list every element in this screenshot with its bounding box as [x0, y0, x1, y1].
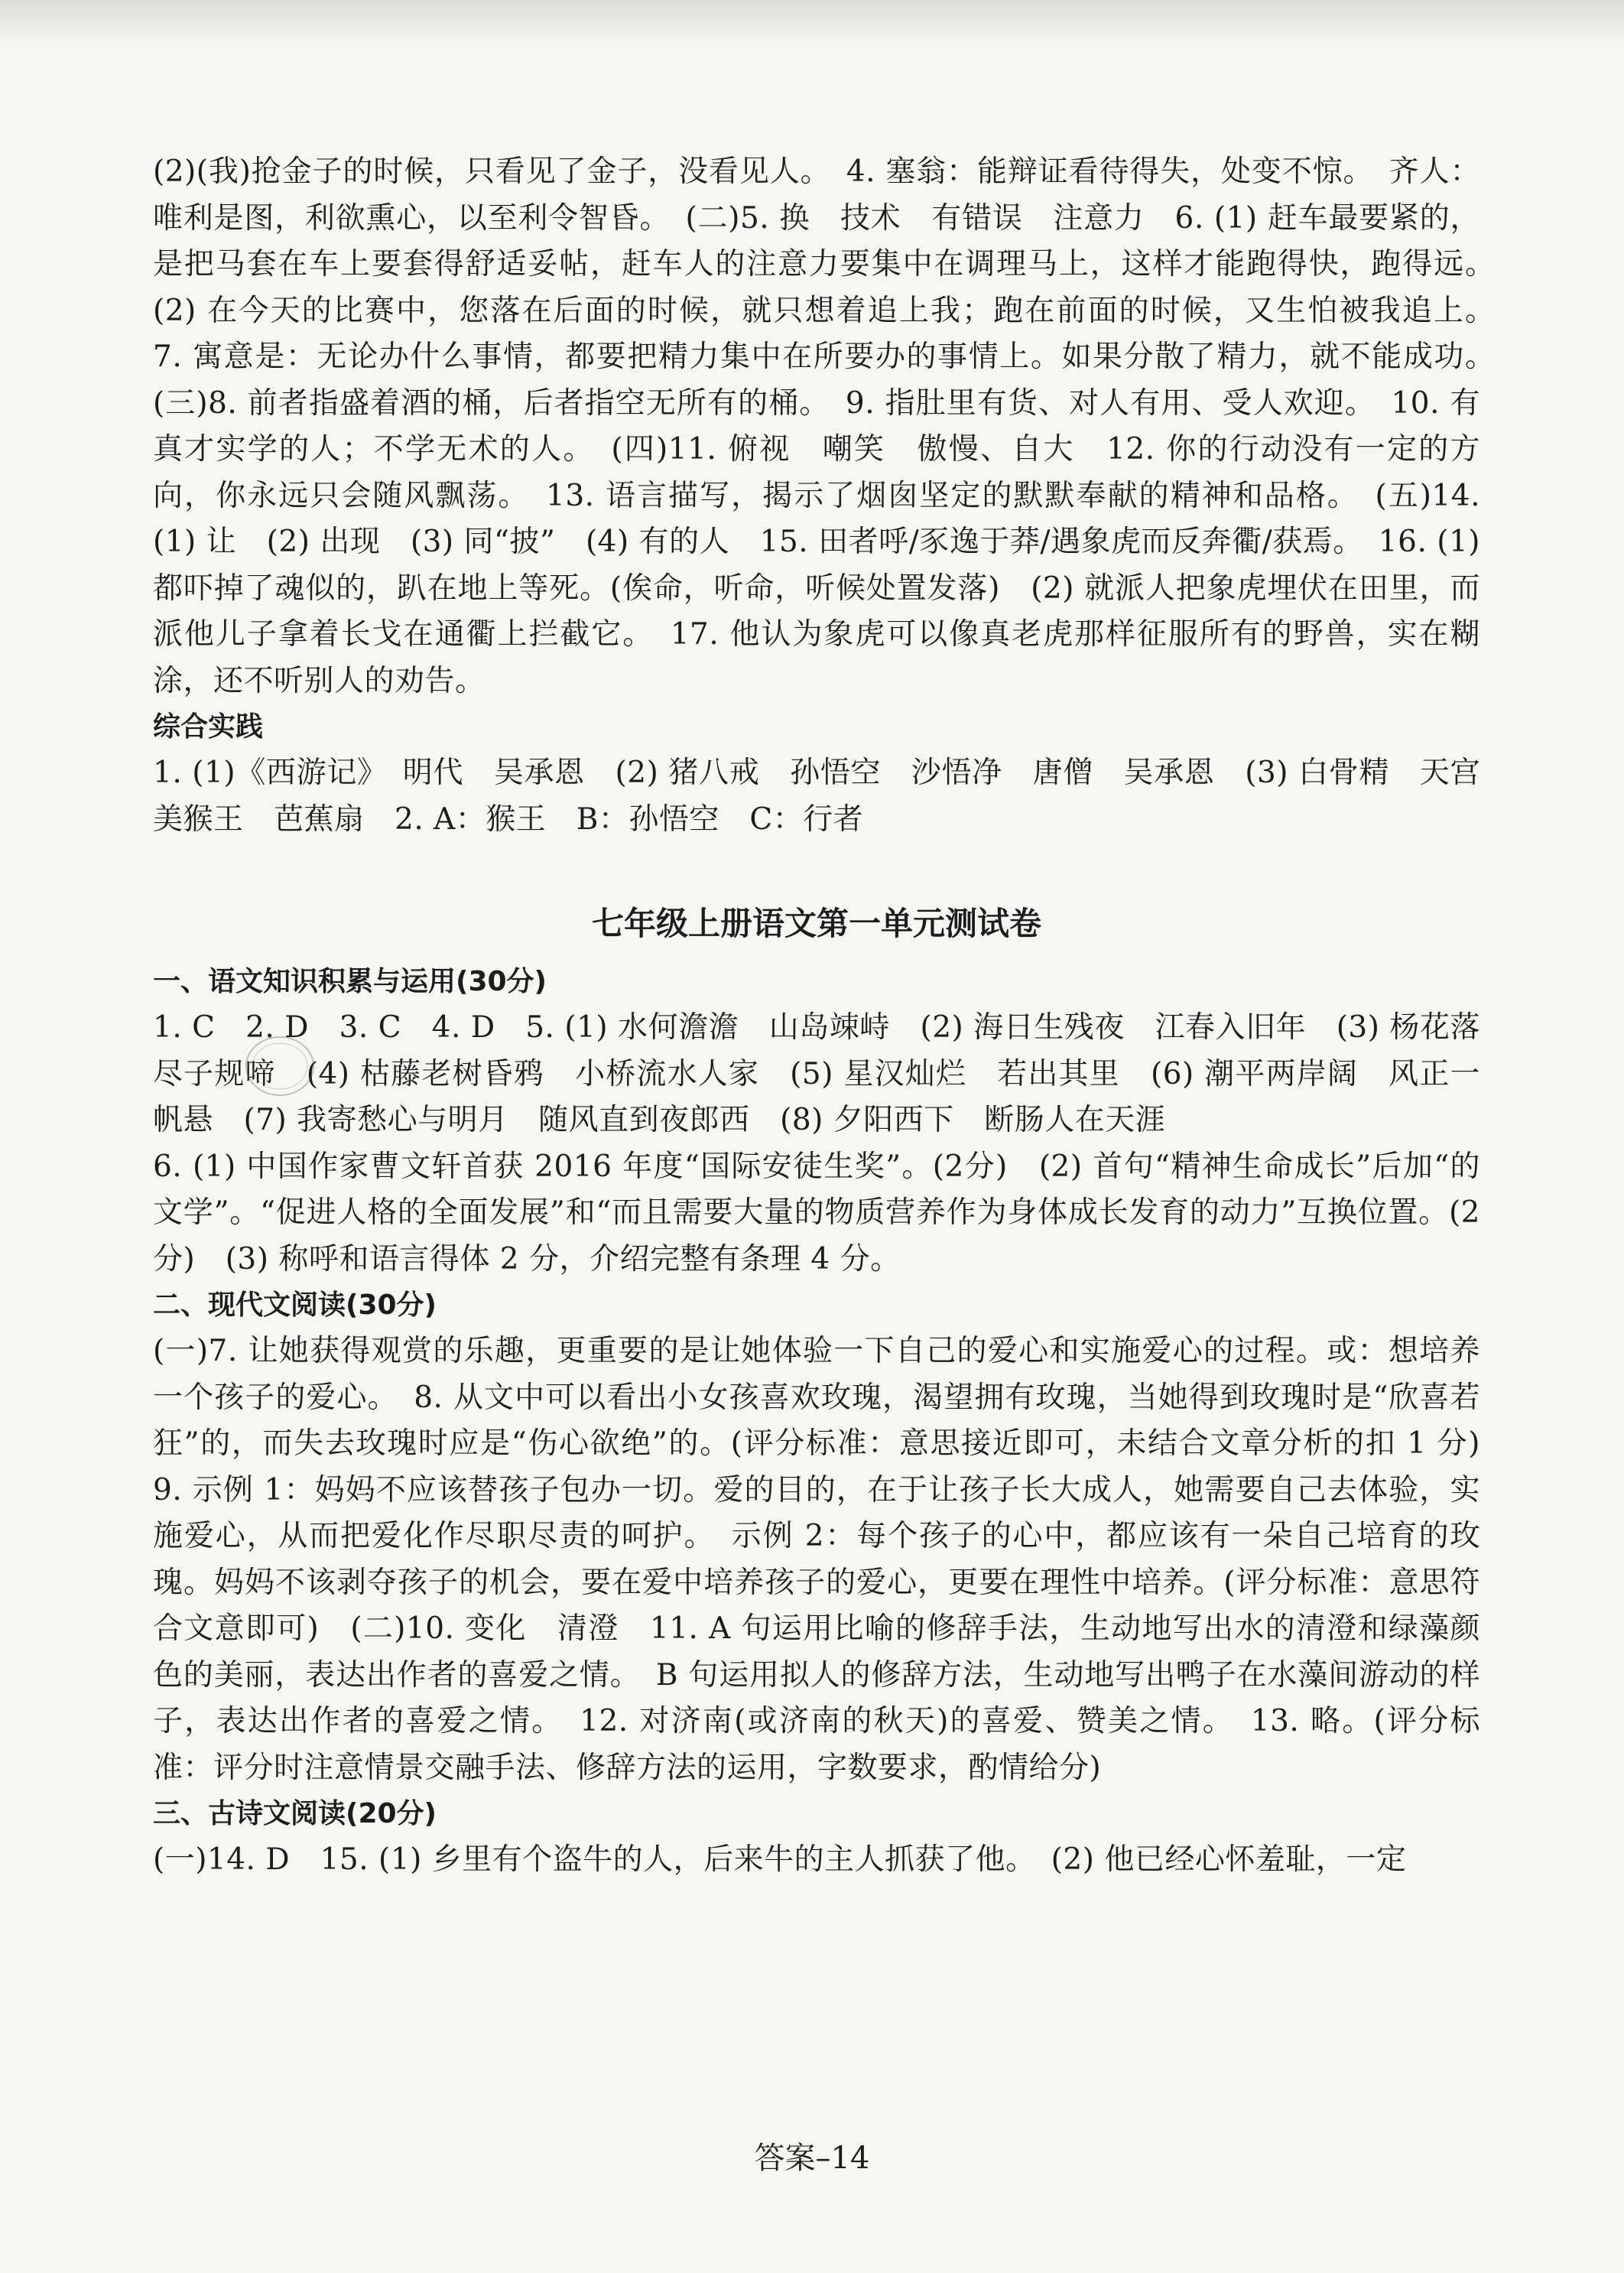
section-2-paragraph-1: (一)7. 让她获得观赏的乐趣，更重要的是让她体验一下自己的爱心和实施爱心的过程。或：想培养一个孩子的爱心。 8. 从文中可以看出小女孩喜欢玫瑰，渴望拥有玫瑰，当她得到玫瑰时是“欣喜若狂”的，而失去玫瑰时应是“伤心欲绝”的。(评分标准：意思接近即可，未结合文章分析的扣 1 分) 9. 示例 1：妈妈不应该替孩子包办一切。爱的目的，在于让孩子长大成人，她需要自己去体验，实施爱心，从而把爱化作尽职尽责的呵护。 示例 2：每个孩子的心中，都应该有一朵自己培育的玫瑰。妈妈不该剥夺孩子的机会，要在爱中培养孩子的爱心，更要在理性中培养。(评分标准：意思符合文意即可) (二)10. 变化 清澄 11. A 句运用比喻的修辞手法，生动地写出水的清澄和绿藻颜色的美丽，表达出作者的喜爱之情。 B 句运用拟人的修辞方法，生动地写出鸭子在水藻间游动的样子，表达出作者的喜爱之情。 12. 对济南(或济南的秋天)的喜爱、赞美之情。 13. 略。(评分标准：评分时注意情景交融手法、修辞方法的运用，字数要求，酌情给分) [153, 1334, 1511, 1785]
section-1-paragraph-2: 6. (1) 中国作家曹文轩首获 2016 年度“国际安徒生奖”。(2分) (2) 首句“精神生命成长”后加“的文学”。“促进人格的全面发展”和“而且需要大量的物质营养作为身体成长发育的动力”互换位置。(2分) (3) 称呼和语言得体 2 分，介绍完整有条理 4 分。 [153, 1149, 1480, 1276]
section-2-heading: 二、现代文阅读(30分) [153, 1289, 437, 1321]
section-3-paragraph-1: (一)14. D 15. (1) 乡里有个盗牛的人，后来牛的主人抓获了他。 (2) 他已经心怀羞耻，一定 [153, 1842, 1407, 1877]
test-title: 七年级上册语文第一单元测试卷 [591, 905, 1041, 942]
practice-heading: 综合实践 [153, 711, 264, 743]
top-answers-paragraph: (2)(我)抢金子的时候，只看见了金子，没看见人。 4. 塞翁：能辩证看待得失，处变不惊。 齐人：唯利是图，利欲熏心，以至利令智昏。 (二)5. 换 技术 有错误 注意力 6. (1) 赶车最要紧的，是把马套在车上要套得舒适妥帖，赶车人的注意力要集中在调理马上，这样才能跑得快，跑得远。 (2) 在今天的比赛中，您落在后面的时候，就只想着追上我；跑在前面的时候，又生怕被我追上。 7. 寓意是：无论办什么事情，都要把精力集中在所要办的事情上。如果分散了精力，就不能成功。 (三)8. 前者指盛着酒的桶，后者指空无所有的桶。 9. 指肚里有货、对人有用、受人欢迎。 10. 有真才实学的人；不学无术的人。 (四)11. 俯视 嘲笑 傲慢、自大 12. 你的行动没有一定的方向，你永远只会随风飘荡。 13. 语言描写，揭示了烟囱坚定的默默奉献的精神和品格。 (五)14. (1) 让 (2) 出现 (3) 同“披” (4) 有的人 15. 田者呼/豕逸于莽/遇象虎而反奔衢/获焉。 16. (1) 都吓掉了魂似的，趴在地上等死。(俟命，听命，听候处置发落) (2) 就派人把象虎埋伏在田里，而派他儿子拿着长戈在通衢上拦截它。 17. 他认为象虎可以像真老虎那样征服所有的野兽，实在糊涂，还不听别人的劝告。 [153, 154, 1511, 698]
section-1-paragraph-1: 1. C 2. D 3. C 4. D 5. (1) 水何澹澹 山岛竦峙 (2) 海日生残夜 江春入旧年 (3) 杨花落尽子规啼 (4) 枯藤老树昏鸦 小桥流水人家 (5) 星汉灿烂 若出其里 (6) 潮平两岸阔 风正一帆悬 (7) 我寄愁心与明月 随风直到夜郎西 (8) 夕阳西下 断肠人在天涯 [153, 1010, 1480, 1137]
section-3-heading: 三、古诗文阅读(20分) [153, 1798, 437, 1829]
page-footer: 答案–14 [754, 2141, 870, 2176]
practice-answers: 1. (1)《西游记》 明代 吴承恩 (2) 猪八戒 孙悟空 沙悟净 唐僧 吴承恩 (3) 白骨精 天宫 美猴王 芭蕉扇 2. A：猴王 B：孙悟空 C：行者 [153, 756, 1511, 837]
section-1-heading: 一、语文知识积累与运用(30分) [153, 966, 547, 997]
watermark-stamp-icon [243, 1034, 317, 1098]
